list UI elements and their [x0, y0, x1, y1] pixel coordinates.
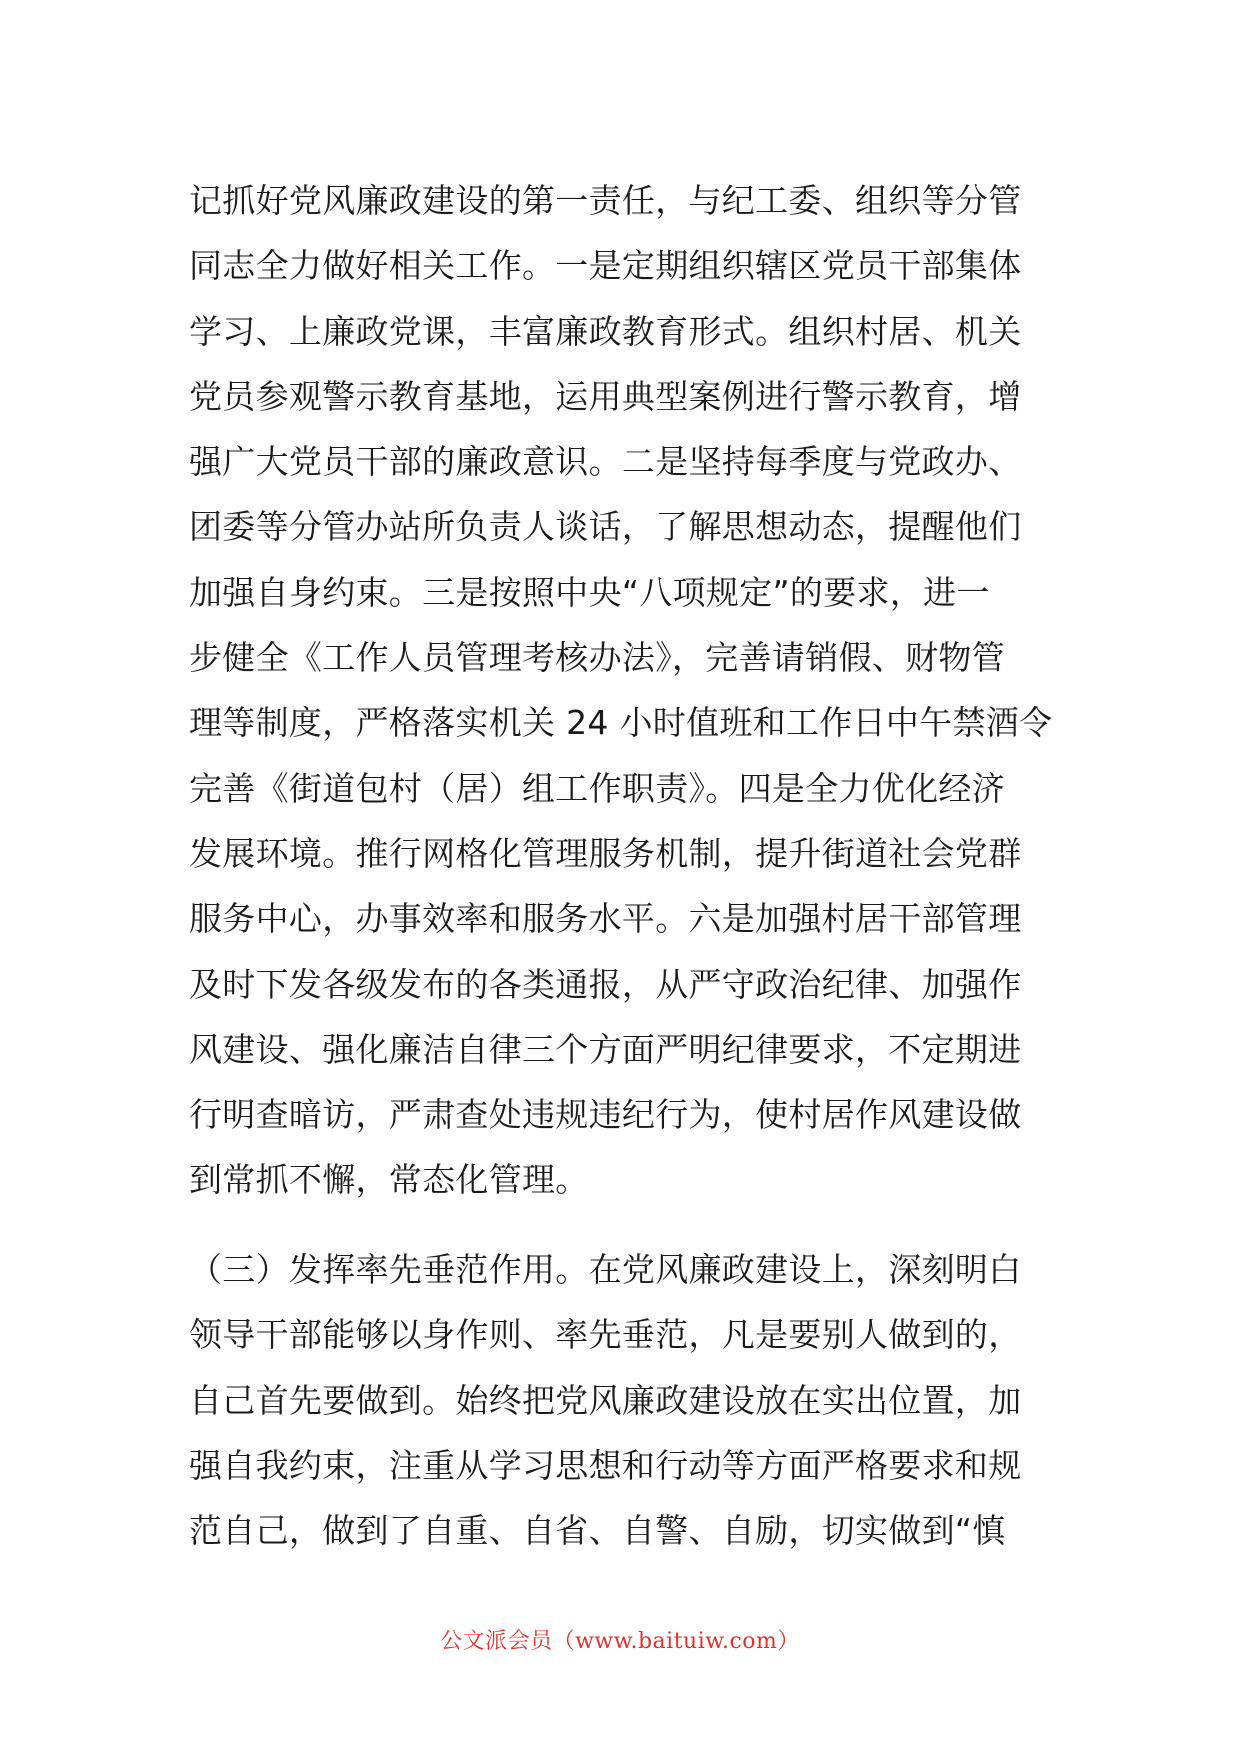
text-line: 步健全《工作人员管理考核办法》，完善请销假、财物管 — [189, 638, 1005, 678]
text-line: 完善《街道包村（居）组工作职责》。四是全力优化经济 — [189, 768, 1005, 808]
paragraph-lead-by-example — [189, 1237, 1059, 1563]
paragraph-party-conduct-responsibility — [189, 168, 1059, 1213]
text-line: 范自己，做到了自重、自省、自警、自励，切实做到“慎 — [189, 1511, 1006, 1551]
text-line: 及时下发各级发布的各类通报，从严守政治纪律、加强作 — [189, 964, 1022, 1004]
text-line: 行明查暗访，严肃查处违规违纪行为，使村居作风建设做 — [189, 1095, 1022, 1135]
text-line: 领导干部能够以身作则、率先垂范，凡是要别人做到的， — [189, 1315, 1022, 1355]
text-line: 记抓好党风廉政建设的第一责任，与纪工委、组织等分管 — [189, 181, 1022, 220]
text-line: 风建设、强化廉洁自律三个方面严明纪律要求，不定期进 — [189, 1029, 1022, 1069]
text-line: 到常抓不懈，常态化管理。 — [189, 1160, 589, 1200]
text-line: 同志全力做好相关工作。一是定期组织辖区党员干部集体 — [189, 246, 1022, 286]
footer-watermark: 公文派会员（www.baituiw.com） — [440, 1629, 800, 1654]
text-line: 服务中心，办事效率和服务水平。六是加强村居干部管理 — [189, 899, 1022, 939]
text-line: 发展环境。推行网格化管理服务机制，提升街道社会党群 — [189, 833, 1022, 873]
text-line: 学习、上廉政党课，丰富廉政教育形式。组织村居、机关 — [189, 311, 1022, 351]
text-line: 理等制度，严格落实机关 24 小时值班和工作日中午禁酒令 — [189, 703, 1053, 743]
text-line: （三）发挥率先垂范作用。在党风廉政建设上，深刻明白 — [189, 1250, 1022, 1289]
text-line: 党员参观警示教育基地，运用典型案例进行警示教育，增 — [189, 376, 1022, 416]
text-line: 强自我约束，注重从学习思想和行动等方面严格要求和规 — [189, 1445, 1022, 1485]
text-line: 团委等分管办站所负责人谈话，了解思想动态，提醒他们 — [189, 507, 1022, 547]
text-line: 强广大党员干部的廉政意识。二是坚持每季度与党政办、 — [189, 442, 1022, 482]
text-line: 加强自身约束。三是按照中央“八项规定”的要求，进一 — [189, 572, 990, 612]
text-line: 自己首先要做到。始终把党风廉政建设放在实出位置，加 — [189, 1380, 1022, 1420]
